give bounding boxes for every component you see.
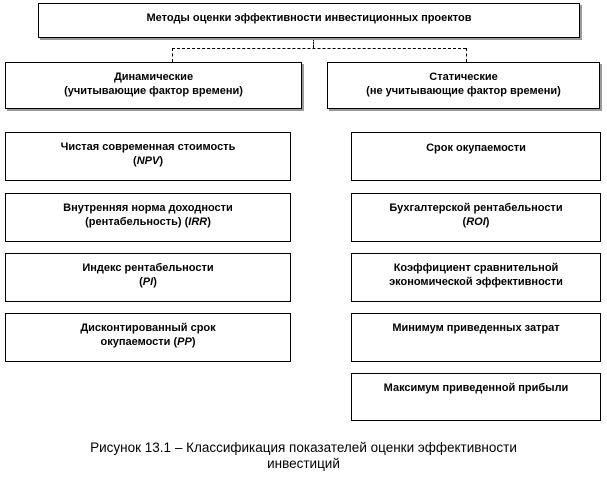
- item-sublabel: (PI): [139, 276, 157, 288]
- static-item-min-costs: [351, 313, 601, 362]
- connector-to-dynamic: [172, 48, 173, 62]
- connector-horizontal: [172, 48, 466, 49]
- root-box: [38, 3, 580, 38]
- connector-root-down: [313, 38, 314, 48]
- item-label: Минимум приведенных затрат: [392, 322, 560, 334]
- caption-line-1: Рисунок 13.1 – Классификация показателей оценки эффективности: [90, 440, 517, 455]
- root-title: Методы оценки эффективности инвестиционных проектов: [146, 12, 472, 24]
- static-item-payback: [351, 132, 601, 181]
- item-label: Чистая современная стоимость: [60, 141, 236, 153]
- item-sublabel: окупаемости (PP): [100, 336, 196, 348]
- dynamic-item-npv: [5, 132, 291, 181]
- static-subtitle: (не учитывающие фактор времени): [366, 85, 561, 97]
- item-label: Индекс рентабельности: [82, 262, 214, 274]
- dynamic-subtitle: (учитывающие фактор времени): [64, 85, 243, 97]
- item-sublabel: (ROI): [462, 216, 490, 228]
- item-sublabel: (рентабельность) (IRR): [85, 216, 211, 228]
- static-item-roi: [351, 193, 601, 242]
- item-label: Дисконтированный срок: [80, 322, 216, 334]
- dynamic-title: Динамические: [113, 71, 194, 83]
- dynamic-item-pp: [5, 313, 291, 362]
- static-title: Статические: [429, 71, 498, 83]
- dynamic-item-irr: [5, 193, 291, 242]
- static-item-coefficient: [351, 253, 601, 302]
- item-label: Максимум приведенной прибыли: [383, 382, 569, 394]
- figure-caption: [0, 440, 607, 472]
- item-label: Внутренняя норма доходности: [63, 202, 233, 214]
- caption-line-2: инвестиций: [267, 456, 340, 471]
- dynamic-item-pi: [5, 253, 291, 302]
- item-label: Коэффициент сравнительной: [393, 262, 559, 274]
- item-label: Срок окупаемости: [426, 142, 526, 154]
- item-label: Бухгалтерской рентабельности: [389, 202, 563, 214]
- item-sublabel: экономической эффективности: [389, 276, 563, 288]
- static-item-max-profit: [351, 373, 601, 421]
- static-header-box: [327, 62, 600, 109]
- dynamic-header-box: [5, 62, 302, 109]
- item-sublabel: (NPV): [133, 155, 163, 167]
- connector-to-static: [466, 48, 467, 62]
